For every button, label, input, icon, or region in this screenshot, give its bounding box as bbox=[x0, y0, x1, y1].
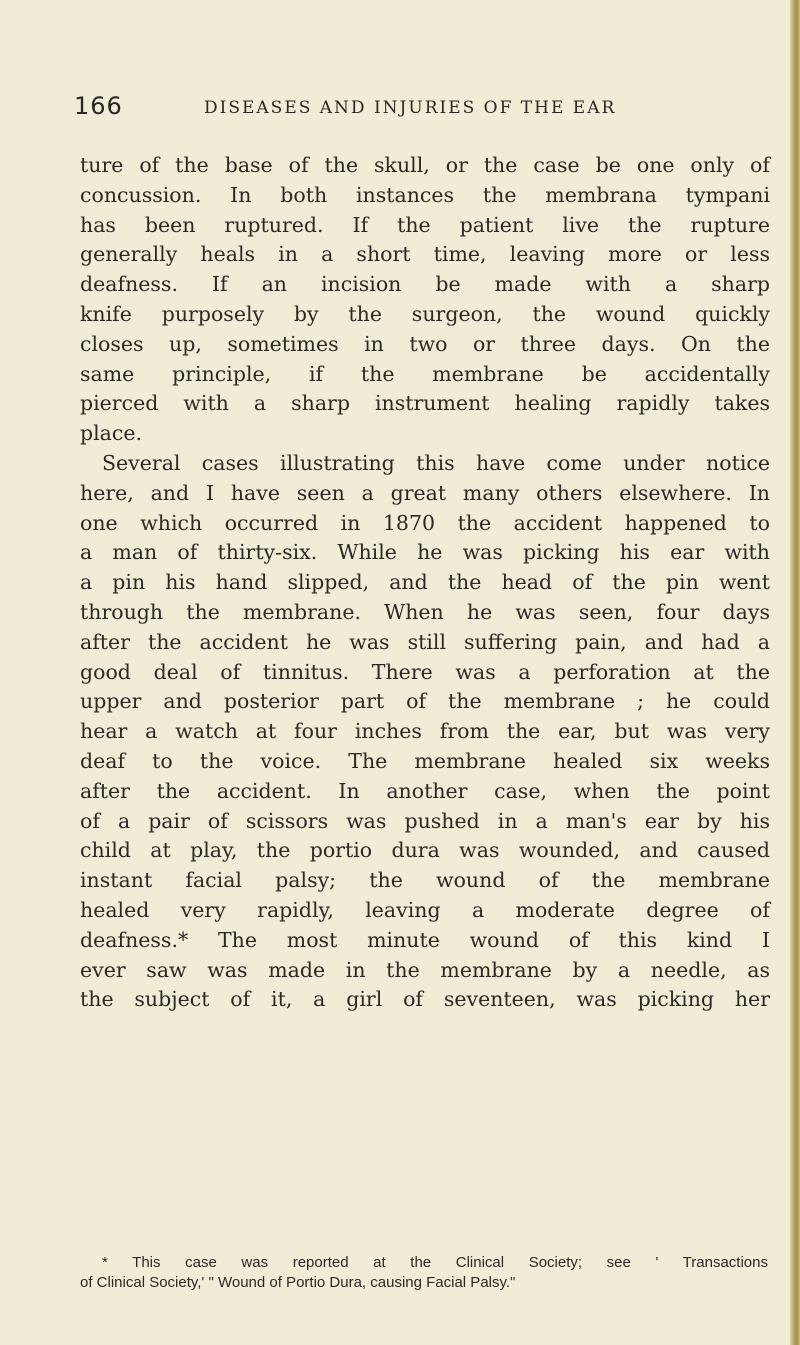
text-line: deaf to the voice. The membrane healed six weeks bbox=[80, 748, 770, 773]
text-line: a man of thirty-six. While he was picking his ear with bbox=[80, 540, 770, 565]
text-line: one which occurred in 1870 the accident happened to bbox=[80, 510, 770, 535]
text-line: deafness.* The most minute wound of this kind I bbox=[80, 927, 770, 952]
text-line: hear a watch at four inches from the ear, but was very bbox=[80, 719, 770, 744]
text-line: same principle, if the membrane be accidentally bbox=[80, 361, 770, 386]
text-line: has been ruptured. If the patient live the rupture bbox=[80, 212, 770, 237]
text-line: the subject of it, a girl of seventeen, was picking her bbox=[80, 987, 770, 1012]
text-line: here, and I have seen a great many others elsewhere. In bbox=[80, 480, 770, 505]
body-text bbox=[80, 151, 770, 1015]
footnote-line: * This case was reported at the Clinical Society; see ' Transactions bbox=[102, 1254, 768, 1271]
text-line: after the accident he was still suffering pain, and had a bbox=[80, 629, 770, 654]
footnote bbox=[80, 1253, 768, 1293]
text-line: ture of the base of the skull, or the case be one only of bbox=[80, 153, 770, 177]
text-line: ever saw was made in the membrane by a needle, as bbox=[80, 957, 770, 982]
text-line: child at play, the portio dura was wounded, and caused bbox=[80, 838, 770, 863]
text-line: of a pair of scissors was pushed in a man's ear by his bbox=[80, 808, 770, 833]
text-line: good deal of tinnitus. There was a perforation at the bbox=[80, 659, 770, 684]
text-line: instant facial palsy; the wound of the membrane bbox=[80, 868, 770, 893]
page-number: 166 bbox=[74, 92, 123, 120]
text-line: a pin his hand slipped, and the head of the pin went bbox=[80, 570, 770, 595]
text-line: through the membrane. When he was seen, four days bbox=[80, 599, 770, 624]
text-line: after the accident. In another case, when the point bbox=[80, 778, 770, 803]
page-edge bbox=[790, 0, 800, 1345]
text-line: knife purposely by the surgeon, the wound quickly bbox=[80, 301, 770, 326]
text-line: generally heals in a short time, leaving more or less bbox=[80, 242, 770, 267]
page-header bbox=[74, 92, 754, 126]
text-line: pierced with a sharp instrument healing rapidly takes bbox=[80, 391, 770, 416]
text-line: place. bbox=[80, 421, 143, 446]
text-line: healed very rapidly, leaving a moderate degree of bbox=[80, 897, 770, 922]
text-line: Several cases illustrating this have come under notice bbox=[102, 450, 770, 475]
text-line: deafness. If an incision be made with a sharp bbox=[80, 272, 770, 297]
footnote-line: of Clinical Society,' " Wound of Portio Dura, causing Facial Palsy." bbox=[80, 1274, 516, 1291]
text-line: concussion. In both instances the membrana tympani bbox=[80, 182, 770, 207]
text-line: upper and posterior part of the membrane ; he could bbox=[80, 689, 770, 714]
running-head: DISEASES AND INJURIES OF THE EAR bbox=[204, 98, 617, 118]
text-line: closes up, sometimes in two or three days. On the bbox=[80, 331, 770, 356]
